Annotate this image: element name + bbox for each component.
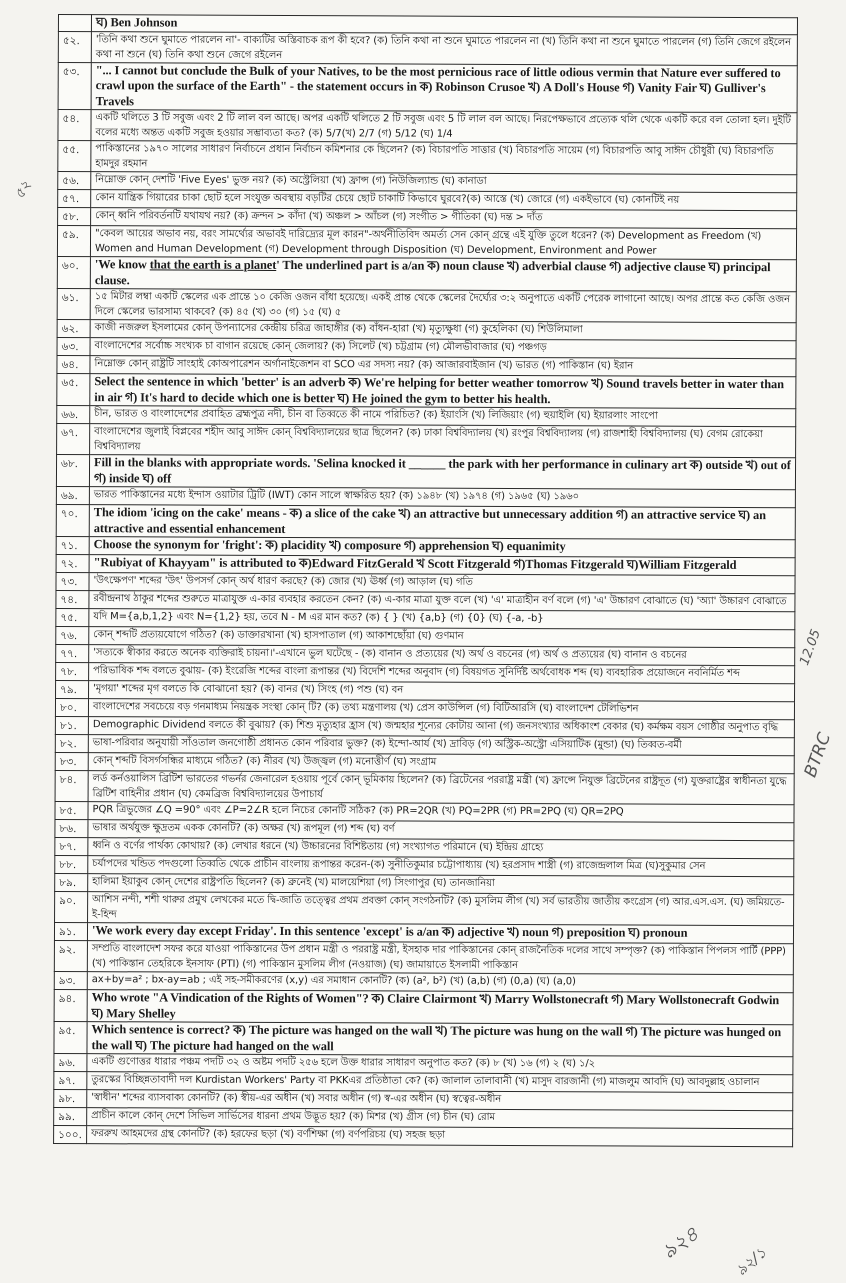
table-row: [57, 423, 796, 457]
question-text-before: 'We know: [94, 257, 150, 272]
question-number: ৫৯.: [57, 226, 90, 257]
question-text: PQR ত্রিভুজের ∠Q =90° এবং ∠P=2∠R হলে নিচের কোনটি সঠিক? (ক) PR=2QR (খ) PQ=2PR (গ) PR=2PQ (ঘ) QR=2PQ: [88, 802, 794, 823]
handwritten-bottom-note-2: ৯২/১: [732, 1243, 771, 1280]
table-row: [54, 940, 793, 974]
question-number: ৮৮.: [55, 855, 88, 873]
table-row: [54, 989, 793, 1024]
question-number: ৮৯.: [55, 873, 88, 891]
question-text: ভাষা-পরিবার অনুযায়ী সাঁওতাল জনগোষ্ঠী প্রধানত কোন পরিবার ভুক্ত? (ক) ইন্দো-আর্য (খ) দ্রাবিড় (গ) অস্ট্রিক-অস্ট্রো এসিয়াটিক (মুন্ডা) (ঘ) তিব্বত-বর্মী: [88, 735, 794, 756]
question-number: ৬১.: [57, 288, 90, 319]
question-number: ৭৭.: [56, 644, 89, 662]
question-text: ax+by=a² ; bx-ay=ab ; এই সহ-সমীকরণের (x,y) এর সমাধান কোনটি? (ক) (a², b²) (খ) (a,b) (গ) (0,a) (ঘ) (a,0): [87, 972, 793, 993]
question-number: [58, 15, 91, 32]
question-number: ৯৮.: [54, 1089, 87, 1107]
question-number: ৯৫.: [54, 1021, 87, 1053]
question-text: Which sentence is correct? ক) The picture was hanged on the wall খ) The picture was hung on the wall গ) The picture was hunged on the wall ঘ) The picture had hanged on the wall: [87, 1022, 793, 1057]
question-text: একটি থলিতে 3 টি সবুজ এবং 2 টি লাল বল আছে। অপর একটি থলিতে 2 টি সবুজ এবং 5 টি লাল বল আছে। নিরপেক্ষভাবে প্রত্যেক থলি থেকে একটি করে বল তোলা হল। দুইটি বলের মধ্যে অন্তত একটি সবুজ হওয়ার সম্ভাব্যতা কত? (ক) 5/7(খ) 2/7 (গ) 5/12 (ঘ) 1/4: [91, 110, 797, 144]
question-number: ৫৫.: [58, 141, 91, 172]
question-number: ৫৬.: [58, 172, 91, 190]
question-text: 'উৎক্ষেপণ' শব্দের 'উৎ' উপসর্গ কোন্ অর্থ ধারণ করছে? (ক) জোর (খ) ঊর্ধ্ব (গ) আড়াল (ঘ) গতি: [89, 573, 795, 594]
question-number: ৬৪.: [57, 355, 90, 373]
question-number: ৬৫.: [57, 373, 90, 405]
question-number: ৭৬.: [56, 626, 89, 644]
question-number: ৭৮.: [56, 662, 89, 680]
table-row: [56, 454, 795, 489]
question-number: ৬৯.: [56, 486, 89, 504]
question-text: [90, 257, 796, 292]
question-number: ৬৭.: [57, 423, 90, 454]
question-text: বাংলাদেশের সবচেয়ে বড় গনমাধ্যম নিয়ন্ত্রক সংস্থা কোন্ টি? (ক) তথ্য মন্ত্রণালয় (খ) প্রেস কাউন্সিল (গ) বিটিআরসি (ঘ) বাংলাদেশ টেলিভিশন: [88, 699, 794, 720]
question-list: [54, 15, 798, 1147]
question-text: 'সত্যকে স্বীকার করতে অনেক ব্যক্তিরাই চায়না।'-এখানে ভুল ঘটেছে - (ক) বানান ও প্রত্যয়ের (খ) অর্থ ও বচনের (গ) অর্থ ও প্রত্যয়ের (ঘ) বানান ও বচনের: [89, 645, 795, 666]
handwritten-date-note: 12.05: [797, 627, 825, 668]
handwritten-btrc-note: BTRC: [800, 730, 836, 780]
question-text: 'তিনি কথা শুনে ঘুমাতে পারলেন না'- বাক্যটির অস্তিবাচক রূপ কী হবে? (ক) তিনি কথা না শুনে ঘুমাতে পারলেন না (খ) তিনি কথা না শুনে ঘুমাতে পারলেন (গ) তিনি জেগে রইলেন কথা না শুনে (ঘ) তিনি কথা শুনে জেগে রইলেন: [91, 31, 797, 65]
table-row: [58, 141, 797, 175]
question-number: ৭০.: [56, 504, 89, 536]
question-number: ৯০.: [55, 891, 88, 922]
question-text: নিম্নোক্ত কোন্ দেশটি 'Five Eyes' ভুক্ত নয়? (ক) অস্ট্রেলিয়া (খ) ফ্রান্স (গ) নিউজিল্যান্ড (ঘ) কানাডা: [91, 172, 797, 193]
question-number: ৮৪.: [55, 770, 88, 801]
question-number: ৭৩.: [56, 572, 89, 590]
question-number: ৮৫.: [55, 801, 88, 819]
question-sheet-table: [53, 14, 798, 1147]
question-number: ৮১.: [55, 716, 88, 734]
question-text: লর্ড কর্নওয়ালিস ব্রিটিশ ভারতের গভর্নর জেনারেল হওয়ায় পূর্বে কোন্ ভূমিকায় ছিলেন? (ক) ব্রিটেনের পররাষ্ট্র মন্ত্রী (খ) ফ্রান্সে নিযুক্ত ব্রিটেনের রাষ্ট্রদূত (গ) যুক্তরাষ্ট্রের স্বাধীনতা যুদ্ধে ব্রিটিশ বাহিনীর প্রধান (ঘ) কেমব্রিজ বিশ্ববিদ্যালয়ের উপাচার্য: [88, 771, 794, 805]
question-number: ৮৭.: [55, 837, 88, 855]
question-text: ভাষার অর্থযুক্ত ক্ষুদ্রতম একক কোনটি? (ক) অক্ষর (খ) রূপমূল (গ) শব্দ (ঘ) বর্ণ: [88, 820, 794, 841]
question-number: ১০০.: [54, 1125, 87, 1143]
question-number: ৬০.: [57, 256, 90, 288]
table-row: [57, 373, 796, 408]
question-number: ৭৪.: [56, 590, 89, 608]
question-text: 'মৃগয়া' শব্দের মৃগ বলতে কি বোঝানো হয়? (ক) বানর (খ) সিংহ (গ) পশু (ঘ) বন: [89, 681, 795, 702]
question-text: 'স্বাধীন' শব্দের ব্যাসবাক্য কোনটি? (ক) স্বীয়-এর অধীন (খ) সবার অধীন (গ) স্ব-এর অধীন (ঘ) স্বত্বের-অধীন: [87, 1090, 793, 1111]
question-number: ৫৩.: [58, 62, 91, 110]
question-text: চর্যাপদের খন্ডিত পদগুলো তিব্বতি থেকে প্রাচীন বাংলায় রূপান্তর করেন-(ক) সুনীতিকুমার চট্টোপাধ্যায় (খ) হরপ্রসাদ শাস্ত্রী (গ) রাজেন্দ্রলাল মিত্র (ঘ)সুকুমার সেন: [88, 856, 794, 877]
question-text: পরিভাষিক শব্দ বলতে বুঝায়- (ক) ইংরেজি শব্দের বাংলা রূপান্তর (খ) বিদেশি শব্দের অনুবাদ (গ) বিষয়গত সুনির্দিষ্ট অর্থবোধক শব্দ (ঘ) ব্যবহারিক প্রয়োজনে নবনির্মিত শব্দ: [89, 663, 795, 684]
question-number: ৮৬.: [55, 819, 88, 837]
question-number: ৭৯.: [56, 680, 89, 698]
question-text: বাংলাদেশের জুলাই বিপ্লবের শহীদ আবু সাঈদ কোন্ বিশ্ববিদ্যালয়ের ছাত্র ছিলেন? (ক) ঢাকা বিশ্ববিদ্যালয় (খ) রংপুর বিশ্ববিদ্যালয় (গ) রাজশাহী বিশ্ববিদ্যালয় (ঘ) বেগম রোকেয়া বিশ্ববিদ্যালয়: [90, 424, 796, 458]
question-text: পাকিস্তানের ১৯৭০ সালের সাধারণ নির্বাচনে প্রধান নির্বাচন কমিশনার কে ছিলেন? (ক) বিচারপতি সাত্তার (খ) বিচারপতি সায়েম (গ) বিচারপতি আবু সাঈদ চৌধুরী (ঘ) বিচারপতি হামদুর রহমান: [91, 141, 797, 175]
table-row: [55, 770, 794, 804]
question-text: ধ্বনি ও বর্ণের পার্থক্য কোথায়? (ক) লেখার ধরনে (খ) উচ্চারনের বিশিষ্টতায় (গ) সংখ্যাগত পরিমানে (ঘ) ইন্দ্রিয় গ্রাহ্যে: [88, 838, 794, 859]
table-row: [58, 110, 797, 144]
question-number: ৬২.: [57, 319, 90, 337]
question-text: "... I cannot but conclude the Bulk of your Natives, to be the most pernicious race of little odious vermin that Nature ever suffered to crawl upon the surface of the Earth" - the statement occurs in ক) Robinson Crusoe খ) A Doll's House গ) Vanity Fair ঘ) Gulliver's Travels: [91, 62, 797, 113]
table-row: [58, 31, 797, 65]
question-number: ৮৩.: [55, 752, 88, 770]
question-text: "Rubiyat of Khayyam" is attributed to ক)Edward FitzGerald খ Scott Fitzgerald গ)Thomas Fitzgerald ঘ)William Fitzgerald: [89, 555, 795, 576]
question-text: কোন্ শব্দটি বিসর্গসন্ধির মাধ্যমে গঠিত? (ক) নীরব (খ) উজ্জ্বল (গ) মনোত্তীর্ণ (ঘ) সংগ্রাম: [88, 753, 794, 774]
question-text: কাজী নজরুল ইসলামের কোন্ উপন্যাসের কেন্দ্রীয় চরিত্র জাহাঙ্গীর (ক) বাঁধন-হারা (খ) মৃত্যুক্ষুধা (গ) কুহেলিকা (ঘ) শিউলিমালা: [90, 320, 796, 341]
question-text: একটি গুণোত্তর ধারার পঞ্চম পদটি ৩২ ও অষ্টম পদটি ২৫৬ হলে উক্ত ধারার সাধারণ অনুপাত কত? (ক) ৮ (খ) ১৬ (গ) ২ (ঘ) ১/২: [87, 1054, 793, 1075]
question-number: ৮০.: [55, 698, 88, 716]
handwritten-margin-note-left: ৫২: [11, 178, 35, 202]
table-row: [55, 891, 794, 925]
question-text: যদি M={a,b,1,2} এবং N={1,2} হয়, তবে N - M এর মান কত? (ক) { } (খ) {a,b} (গ) {0} (ঘ) {-a, -b}: [89, 609, 795, 630]
question-text: ফররুখ আহমদের গ্রন্থ কোনটি? (ক) হরফের ছড়া (খ) বর্ণশিক্ষা (গ) বর্ণপরিচয় (ঘ) সহজ ছড়া: [87, 1126, 793, 1147]
question-number: ৯৯.: [54, 1107, 87, 1125]
question-text: Fill in the blanks with appropriate words. 'Selina knocked it ______ the park with her performance in culinary art ক) outside খ) out of গ) inside ঘ) off: [89, 455, 795, 490]
question-number: ৫৭.: [58, 190, 91, 208]
question-number: ৫৪.: [58, 110, 91, 141]
question-number: ৯৪.: [54, 989, 87, 1021]
table-row: [56, 504, 795, 539]
question-text: কোন্ শব্দটি প্রত্যয়যোগে গঠিত? (ক) ডাক্তারখানা (খ) হাসপাতাল (গ) আকাশছোঁয়া (ঘ) গুণমান: [89, 627, 795, 648]
question-number: ৯৩.: [54, 971, 87, 989]
question-text: তুরস্কের বিচ্ছিন্নতাবাদী দল Kurdistan Workers' Party বা PKKএর প্রতিষ্ঠাতা কে? (ক) জালাল তালাবানী (খ) মাসুদ বারজানী (গ) মাজলুম আবদি (ঘ) আবদুল্লাহ ওচালান: [87, 1072, 793, 1093]
question-text: ১৫ মিটার লম্বা একটি স্কেলের এক প্রান্তে ১০ কেজি ওজন বাঁধা হয়েছে। একই প্রান্ত থেকে স্কেলের দৈর্ঘ্যের ৩:২ অনুপাতে একটি পেরেক লাগানো আছে। অপর প্রান্তে কত কেজি ওজন দিলে স্কেলের ভারসাম্য থাকবে? (ক) ৪৫ (খ) ৩০ (গ) ১৫ (ঘ) ৫: [90, 289, 796, 323]
question-number: ৫৮.: [58, 208, 91, 226]
table-row: [57, 226, 796, 260]
question-text: বাংলাদেশের সর্বোচ্চ সংখ্যক চা বাগান রয়েছে কোন্ জেলায়? (ক) সিলেট (খ) চট্টগ্রাম (গ) মৌলভীবাজার (ঘ) পঞ্চগড়: [90, 338, 796, 359]
handwritten-bottom-note-1: ৯২৪: [657, 1221, 703, 1264]
question-text-after: ' The underlined part is a/an ক) noun clause খ) adverbial clause গ) adjective clause ঘ) principal clause.: [94, 257, 771, 287]
table-row: [57, 256, 796, 291]
question-text: হালিমা ইয়াকুব কোন্ দেশের রাষ্ট্রপতি ছিলেন? (ক) ব্রুনেই (খ) মালয়েশিয়া (গ) সিংগাপুর (ঘ) তানজানিয়া: [88, 874, 794, 895]
question-number: ৭১.: [56, 536, 89, 554]
question-number: ৬৬.: [57, 405, 90, 423]
question-text: ভারত পাকিস্তানের মধ্যে ইন্দাস ওয়াটার ট্রিটি (IWT) কোন সালে স্বাক্ষরিত হয়? (ক) ১৯৪৮ (খ) ১৯৭৪ (গ) ১৯৬৫ (ঘ) ১৯৬০: [89, 487, 795, 508]
question-text: Who wrote "A Vindication of the Rights of Women"? ক) Claire Clairmont খ) Marry Wollstonecraft গ) Mary Wollstonecraft Godwin ঘ) Mary Shelley: [87, 990, 793, 1025]
question-text: Select the sentence in which 'better' is an adverb ক) We're helping for better weather tomorrow খ) Sound travels better in water than in air গ) It's hard to decide which one is better ঘ) He joined the gym to better his health.: [90, 374, 796, 409]
question-number: ৯৬.: [54, 1053, 87, 1071]
question-text: 'We work every day except Friday'. In this sentence 'except' is a/an ক) adjective খ) noun গ) preposition ঘ) pronoun: [87, 923, 793, 944]
table-row: [58, 62, 797, 113]
question-text: প্রাচীন কালে কোন্ দেশে সিভিল সার্ভিসের ধারনা প্রথম উদ্ভূত হয়? (ক) মিশর (খ) গ্রীস (গ) চীন (ঘ) রোম: [87, 1108, 793, 1129]
question-text: চীন, ভারত ও বাংলাদেশের প্রবাহিত ব্রহ্মপুত্র নদী, চীন বা তিব্বতে কী নামে পরিচিত? (ক) ইয়াংসি (খ) লিজিয়াং (গ) হুয়াইলি (ঘ) ইয়ারলাং সাংপো: [90, 406, 796, 427]
question-text: Demographic Dividend বলতে কী বুঝায়? (ক) শিশু মৃত্যুহার হ্রাস (খ) জন্মহার শূন্যের কোটায় আনা (গ) জনসংখ্যার অধিকাংশ বেকার (ঘ) কর্মক্ষম বয়স গোষ্ঠীর অনুপাত বৃদ্ধি: [88, 717, 794, 738]
question-text: "কেবল আয়ের অভাব নয়, বরং সামর্থ্যের অভাবই দারিদ্র্যের মূল কারন"-অর্থনীতিবিদ অমর্ত্য সেন কোন্ গ্রন্থে এই যুক্তি তুলে ধরেন? (ক) Development as Freedom (খ) Women and Human Development (গ) Development through Disposition (ঘ) Development, Environment and Power: [90, 226, 796, 260]
question-text: Choose the synonym for 'fright': ক) placidity খ) composure গ) apprehension ঘ) equanimity: [89, 537, 795, 558]
question-number: ৭৫.: [56, 608, 89, 626]
question-text: The idiom 'icing on the cake' means - ক) a slice of the cake খ) an attractive but unnecessary addition গ) an attractive service ঘ) an attractive and essential enhancement: [89, 505, 795, 540]
question-number: ৯১.: [54, 922, 87, 940]
question-number: ৬৮.: [56, 454, 89, 486]
underlined-clause: that the earth is a planet: [149, 257, 277, 272]
question-number: ৯৭.: [54, 1071, 87, 1089]
question-number: ৯২.: [54, 940, 87, 971]
question-text: নিম্নোক্ত কোন্ রাষ্ট্রটি সাংহাই কোঅপারেশন অর্গানাইজেশন বা SCO এর সদস্য নয়? (ক) আজারবাইজান (খ) ভারত (গ) পাকিস্তান (ঘ) ইরান: [90, 356, 796, 377]
question-text: আশিস নন্দী, শশী থারুর প্রমুখ লেখকের মতে দ্বি-জাতি তত্ত্বের প্রথম প্রবক্তা কোন্ সংগঠনটি? (ক) মুসলিম লীগ (খ) সর্ব ভারতীয় জাতীয় কংগ্রেস (গ) আর.এস.এস. (ঘ) জমিয়তে-ই-হিন্দ: [88, 892, 794, 926]
question-number: ৬৩.: [57, 337, 90, 355]
question-number: ৫২.: [58, 31, 91, 62]
table-row: [54, 1021, 793, 1056]
question-text: রবীন্দ্রনাথ ঠাকুর শব্দের শুরুতে মাত্রাযুক্ত এ-কার ব্যবহার করতেন কেন? (ক) এ-কার মাত্রা যুক্ত বলে (খ) 'এ' মাত্রাহীন বর্ণ বলে (গ) 'এ' উচ্চারণ বোঝাতে (ঘ) 'অ্যা' উচ্চারণ বোঝাতে: [89, 591, 795, 612]
table-row: [54, 1125, 793, 1146]
question-text: কোন যান্ত্রিক গিয়ারের চাকা ছোট হলে সংযুক্ত অবস্থায় বড়টির চেয়ে ছোট চাকাটি কিভাবে ঘুরবে?(ক) আস্তে (খ) জোরে (গ) একইভাবে (ঘ) কোনটিই নয়: [91, 190, 797, 211]
question-number: ৮২.: [55, 734, 88, 752]
question-text: ঘ) Ben Johnson: [91, 15, 797, 35]
table-row: [57, 288, 796, 322]
question-text: কোন্ ধ্বনি পরিবর্তনটি যথাযথ নয়? (ক) ক্রন্দন > কাঁদা (খ) অঞ্চল > আঁচল (গ) সংগীত > গীতিকা (ঘ) দন্ত > দাঁত: [91, 208, 797, 229]
question-text: সম্প্রতি বাংলাদেশ সফর করে যাওয়া পাকিস্তানের উপ প্রধান মন্ত্রী ও পররাষ্ট্র মন্ত্রী, ইসহাক দার পাকিস্তানের কোন্ রাজনৈতিক দলের সাথে সম্পৃক্ত? (ক) পাকিস্তান পিপলস পার্টি (PPP) (খ) পাকিস্তান তেহরিকে ইনসাফ (PTI) (গ) পাকিস্তান মুসলিম লীগ (নওয়াজ) (ঘ) জামায়াতে ইসলামী পাকিস্তান: [87, 941, 793, 975]
question-number: ৭২.: [56, 554, 89, 572]
